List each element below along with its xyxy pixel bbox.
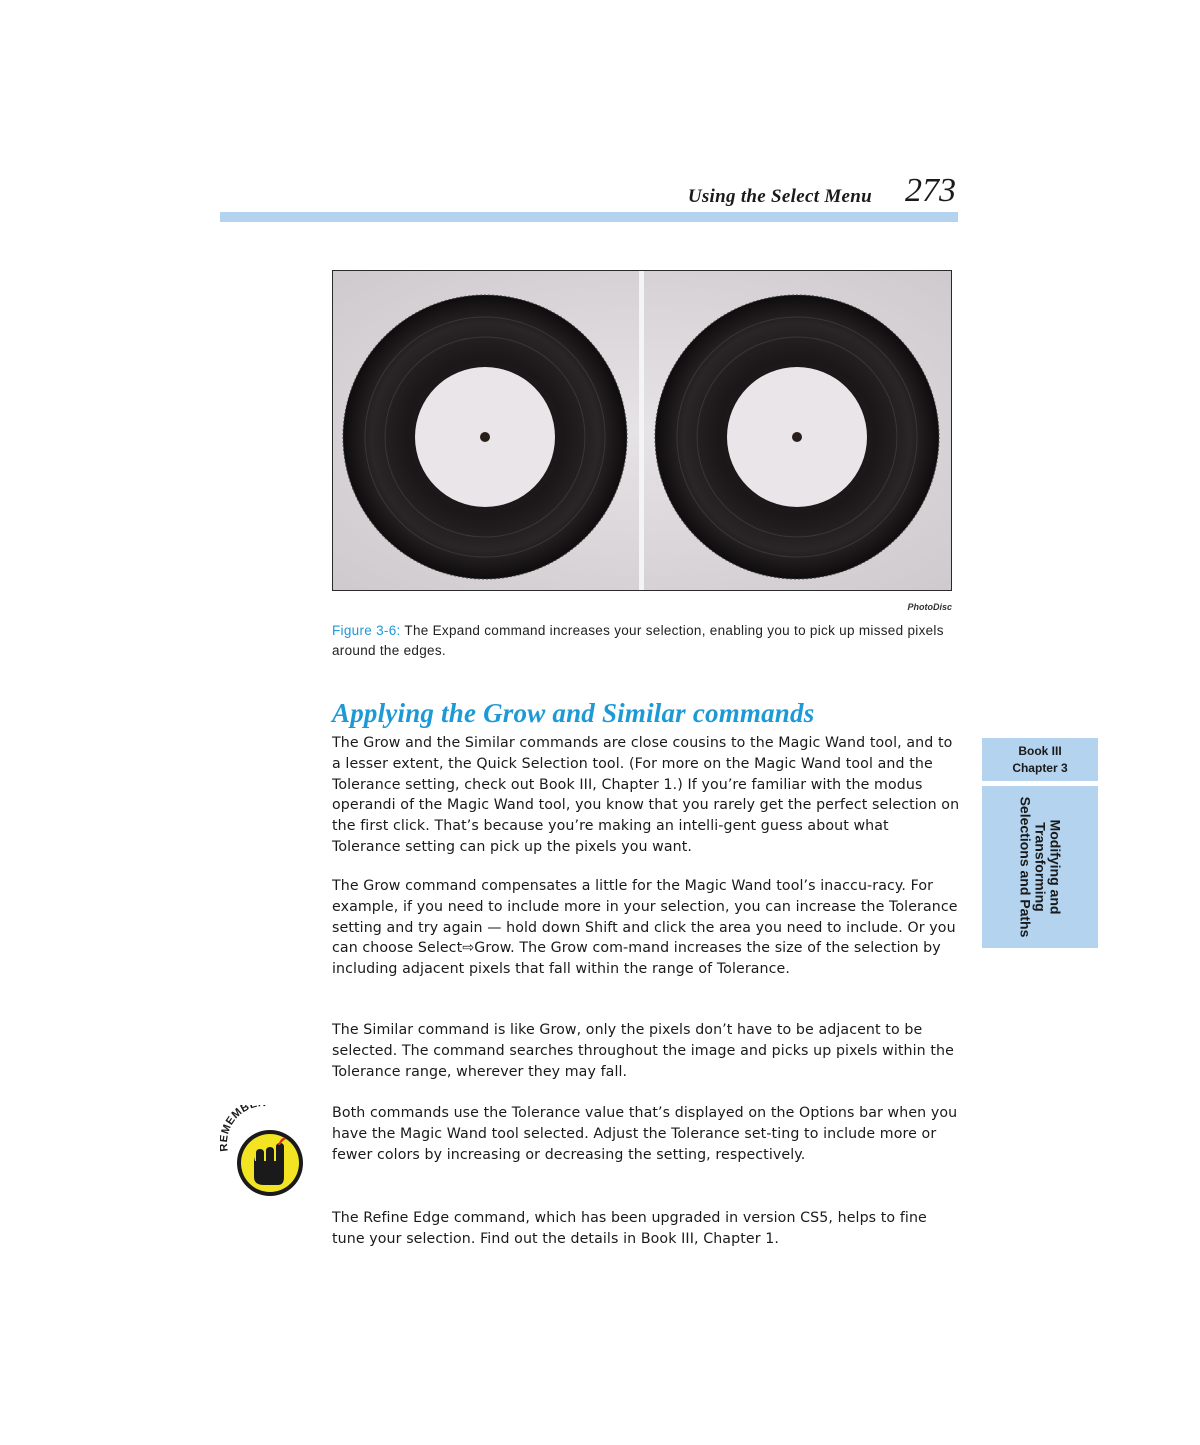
chapter-title-line-1: Modifying and xyxy=(1047,819,1064,915)
figure-label: Figure 3-6: xyxy=(332,623,401,638)
book-chapter-tab xyxy=(982,738,1098,781)
figure-caption xyxy=(332,621,952,661)
chapter-title-line-2: Transforming xyxy=(1032,822,1049,912)
paragraph-4: Both commands use the Tolerance value that’s displayed on the Options bar when you have the Magic Wand tool selected. Adjust the Tolerance set-ting to include more or fewer colors by increasing or decreasing the setting, respectively. xyxy=(332,1105,958,1163)
photo-credit: PhotoDisc xyxy=(907,602,952,612)
figure-image xyxy=(332,270,952,591)
figure-caption-text: The Expand command increases your selection, enabling you to pick up missed pixels around the edges. xyxy=(332,623,944,658)
paragraph-1: The Grow and the Similar commands are close cousins to the Magic Wand tool, and to a lesser extent, the Quick Selection tool. (For more on the Magic Wand tool and the Tolerance setting, check out Book III, Chapter 1.) If you’re familiar with the modus operandi of the Magic Wand tool, you know that you rarely get the perfect selection on the first click. That’s because you’re making an intelli-gent guess about what Tolerance setting can pick up the pixels you want. xyxy=(332,735,960,855)
remember-icon-text: MEMB xyxy=(220,1105,252,1136)
left-record xyxy=(343,295,627,579)
remember-finger-icon xyxy=(220,1105,306,1197)
section-heading: Applying the Grow and Similar commands xyxy=(332,698,815,728)
chapter-title xyxy=(1018,782,1063,952)
header-rule xyxy=(220,212,958,222)
vinyl-records-image xyxy=(333,271,951,590)
paragraph-3: The Similar command is like Grow, only the pixels don’t have to be adjacent to be selected. The command searches throughout the image and picks up pixels within the Tolerance range, wherever they may fall. xyxy=(332,1022,954,1080)
chapter-title-line-3: Selections and Paths xyxy=(1017,796,1034,938)
right-record xyxy=(655,295,939,579)
page-number: 273 xyxy=(905,172,956,209)
running-title: Using the Select Menu xyxy=(687,186,872,207)
paragraph-5: The Refine Edge command, which has been upgraded in version CS5, helps to fine tune your selection. Find out the details in Book III, Chapter 1. xyxy=(332,1210,927,1247)
book-label: Book III xyxy=(1018,744,1062,758)
chapter-title-tab xyxy=(982,786,1098,948)
running-head xyxy=(220,172,958,216)
paragraph-2: The Grow command compensates a little for the Magic Wand tool’s inaccu-racy. For example, if you need to include more in your selection, you can increase the Tolerance setting and try again — hold down Shift and click the area you need to include. Or you can choose Select⇨Grow. The Grow com-mand increases the size of the selection by including adjacent pixels that fall within the range of Tolerance. xyxy=(332,878,958,978)
chapter-label: Chapter 3 xyxy=(1012,761,1068,775)
